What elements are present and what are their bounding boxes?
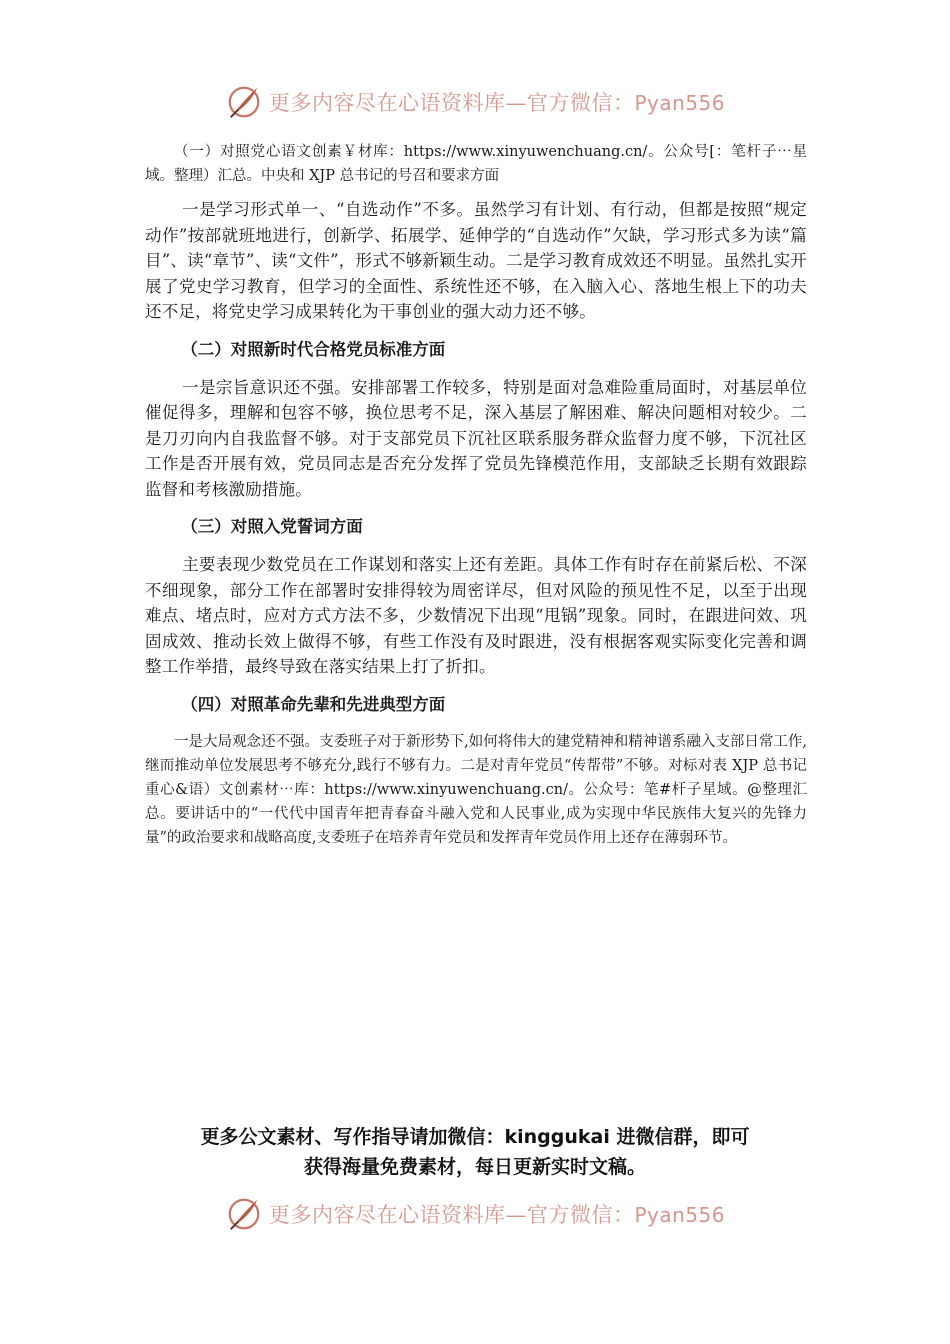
banner-text: 更多内容尽在心语资料库—官方微信：Pyan556 (268, 1203, 725, 1227)
header-banner (0, 80, 950, 124)
section-4-heading: （四）对照革命先辈和先进典型方面 (181, 694, 446, 714)
document-body (145, 140, 807, 859)
quill-pen-icon (225, 1195, 263, 1233)
promo-line-2: 获得海量免费素材，每日更新实时文稿。 (303, 1156, 646, 1178)
section-1-body: 一是学习形式单一、“自选动作”不多。虽然学习有计划、有行动，但都是按照“规定动作”按部就班地进行，创新学、拓展学、延伸学的“自选动作”欠缺，学习形式多为读“篇目”、读“章节”、读“文件”，形式不够新颖生动。二是学习教育成效还不明显。虽然扎实开展了党史学习教育，但学习的全面性、系统性还不够，在入脑入心、落地生根上下的功夫还不足，将党史学习成果转化为干事创业的强大动力还不够。 (145, 200, 807, 321)
section-2-heading: （二）对照新时代合格党员标准方面 (181, 339, 446, 359)
promo-line-1: 更多公文素材、写作指导请加微信：kinggukai 进微信群，即可 (200, 1126, 750, 1148)
footer-banner (0, 1192, 950, 1236)
quill-pen-icon (225, 83, 263, 121)
section-3-body: 主要表现少数党员在工作谋划和落实上还有差距。具体工作有时存在前紧后松、不深不细现象，部分工作在部署时安排得较为周密详尽，但对风险的预见性不足，以至于出现难点、堵点时，应对方式方法不多，少数情况下出现“甩锅”现象。同时，在跟进问效、巩固成效、推动长效上做得不够，有些工作没有及时跟进，没有根据客观实际变化完善和调整工作举措，最终导致在落实结果上打了折扣。 (145, 555, 807, 676)
section-3-heading: （三）对照入党誓词方面 (181, 517, 363, 536)
section-2-body: 一是宗旨意识还不强。安排部署工作较多，特别是面对急难险重局面时，对基层单位催促得多，理解和包容不够，换位思考不足，深入基层了解困难、解决问题相对较少。二是刀刃向内自我监督不够。对于支部党员下沉社区联系服务群众监督力度不够，下沉社区工作是否开展有效，党员同志是否充分发挥了党员先锋模范作用，支部缺乏长期有效跟踪监督和考核激励措施。 (145, 377, 807, 499)
banner-text: 更多内容尽在心语资料库—官方微信：Pyan556 (268, 91, 725, 115)
section-4-body: 一是大局观念还不强。支委班子对于新形势下,如何将伟大的建党精神和精神谱系融入支部日常工作,继而推动单位发展思考不够充分,践行不够有力。二是对青年党员“传帮带”不够。对标对表 XJP 总书记重心&语）文创素材⋯库：https://www.xinyuwenchuang.cn/。公众号：笔#杆子星域。@整理汇总。要讲话中的“一代代中国青年把青春奋斗融入党和人民事业,成为实现中华民族伟大复兴的先锋力量”的政治要求和战略高度,支委班子在培养青年党员和发挥青年党员作用上还存在薄弱环节。 (145, 733, 807, 846)
intro-paragraph: （一）对照党心语文创素￥材库：https://www.xinyuwenchuang.cn/。公众号[：笔杆子⋯星域。整理）汇总。中央和 XJP 总书记的号召和要求方面 (145, 144, 807, 184)
promo-note (120, 1122, 830, 1182)
